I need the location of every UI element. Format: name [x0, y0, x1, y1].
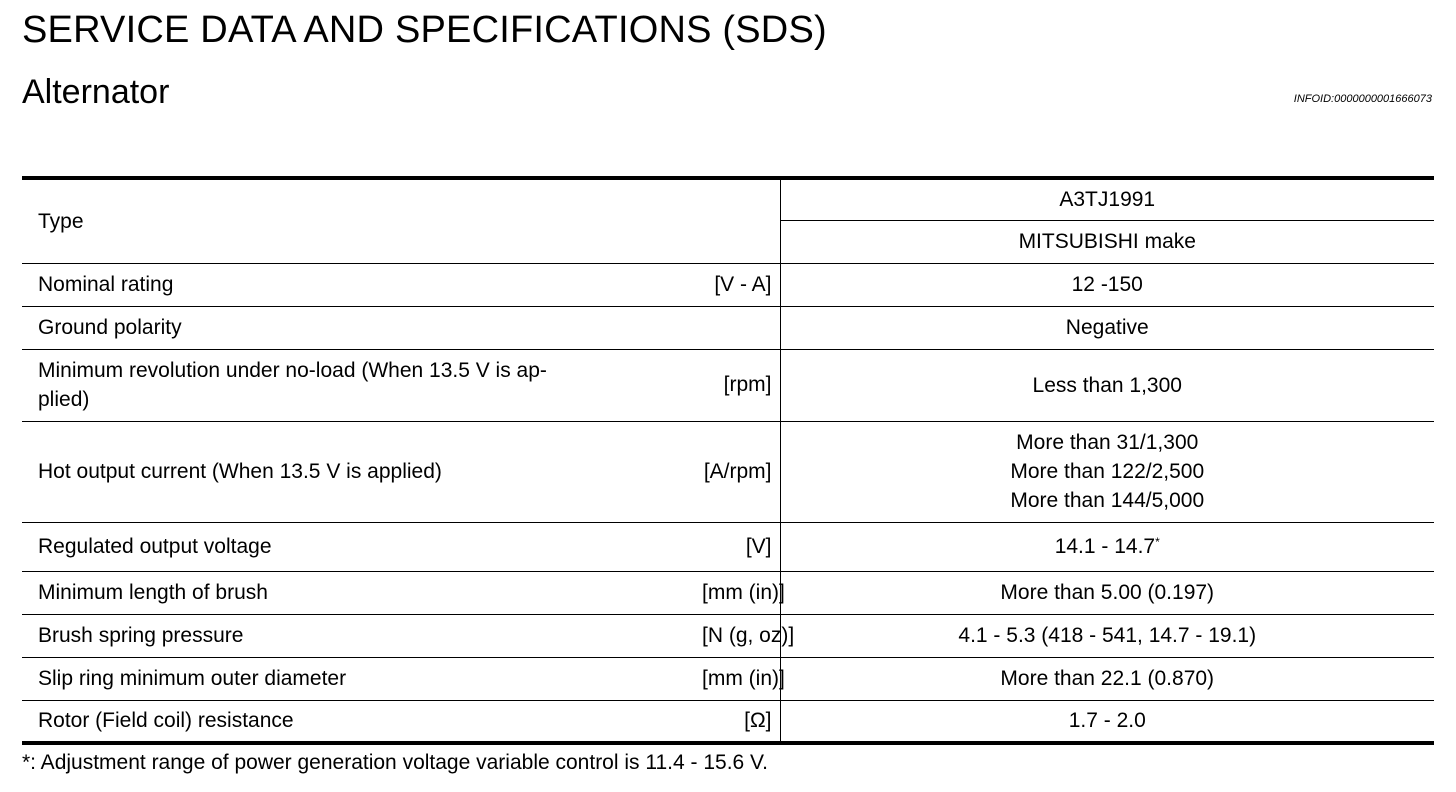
row-item-label	[22, 349, 702, 421]
row-value: More than 5.00 (0.197)	[780, 571, 1434, 614]
row-value-line: More than 31/1,300	[1016, 431, 1199, 454]
table-row	[22, 700, 1434, 743]
row-item-label: Slip ring minimum outer diameter	[22, 657, 702, 700]
row-unit: [V - A]	[702, 263, 780, 306]
row-unit: [mm (in)]	[702, 657, 780, 700]
row-value: 12 -150	[780, 263, 1434, 306]
row-value-line: More than 122/2,500	[1010, 460, 1205, 483]
row-unit	[702, 306, 780, 349]
row-item-label: Ground polarity	[22, 306, 702, 349]
table-row	[22, 178, 1434, 220]
row-unit: [mm (in)]	[702, 571, 780, 614]
table-row	[22, 306, 1434, 349]
row-value-line: More than 144/5,000	[1010, 489, 1205, 512]
row-value	[780, 421, 1434, 522]
row-unit	[702, 178, 780, 263]
table-row	[22, 263, 1434, 306]
row-unit: [V]	[702, 522, 780, 571]
table-row	[22, 571, 1434, 614]
row-item-label: Minimum length of brush	[22, 571, 702, 614]
row-value: A3TJ1991	[780, 178, 1434, 220]
row-item-label: Hot output current (When 13.5 V is applied)	[22, 421, 702, 522]
row-item-label-line: plied)	[38, 388, 90, 411]
row-item-label-line: Minimum revolution under no-load (When 13.5 V is ap-	[38, 359, 547, 382]
table-footnote: *: Adjustment range of power generation voltage variable control is 11.4 - 15.6 V.	[22, 751, 768, 774]
info-id: INFOID:0000000001666073	[1293, 93, 1432, 105]
row-item-label: Brush spring pressure	[22, 614, 702, 657]
row-item-label: Type	[22, 178, 702, 263]
row-value: Less than 1,300	[780, 349, 1434, 421]
row-value: 1.7 - 2.0	[780, 700, 1434, 743]
row-value: More than 22.1 (0.870)	[780, 657, 1434, 700]
table-row	[22, 349, 1434, 421]
row-unit: [A/rpm]	[702, 421, 780, 522]
row-value: Negative	[780, 306, 1434, 349]
table-row	[22, 522, 1434, 571]
specifications-table	[22, 176, 1434, 745]
row-unit: [rpm]	[702, 349, 780, 421]
row-value-text: 14.1 - 14.7	[1054, 535, 1156, 558]
section-subtitle: Alternator	[22, 73, 170, 111]
row-item-label: Nominal rating	[22, 263, 702, 306]
row-value	[780, 522, 1434, 571]
row-unit: [Ω]	[702, 700, 780, 743]
table-row	[22, 657, 1434, 700]
table-row	[22, 421, 1434, 522]
row-item-label: Regulated output voltage	[22, 522, 702, 571]
row-value: MITSUBISHI make	[780, 220, 1434, 263]
row-value: 4.1 - 5.3 (418 - 541, 14.7 - 19.1)	[780, 614, 1434, 657]
row-item-label: Rotor (Field coil) resistance	[22, 700, 702, 743]
page-title: SERVICE DATA AND SPECIFICATIONS (SDS)	[22, 9, 827, 51]
footnote-marker: *	[1155, 535, 1160, 549]
row-unit: [N (g, oz)]	[702, 614, 780, 657]
table-row	[22, 614, 1434, 657]
